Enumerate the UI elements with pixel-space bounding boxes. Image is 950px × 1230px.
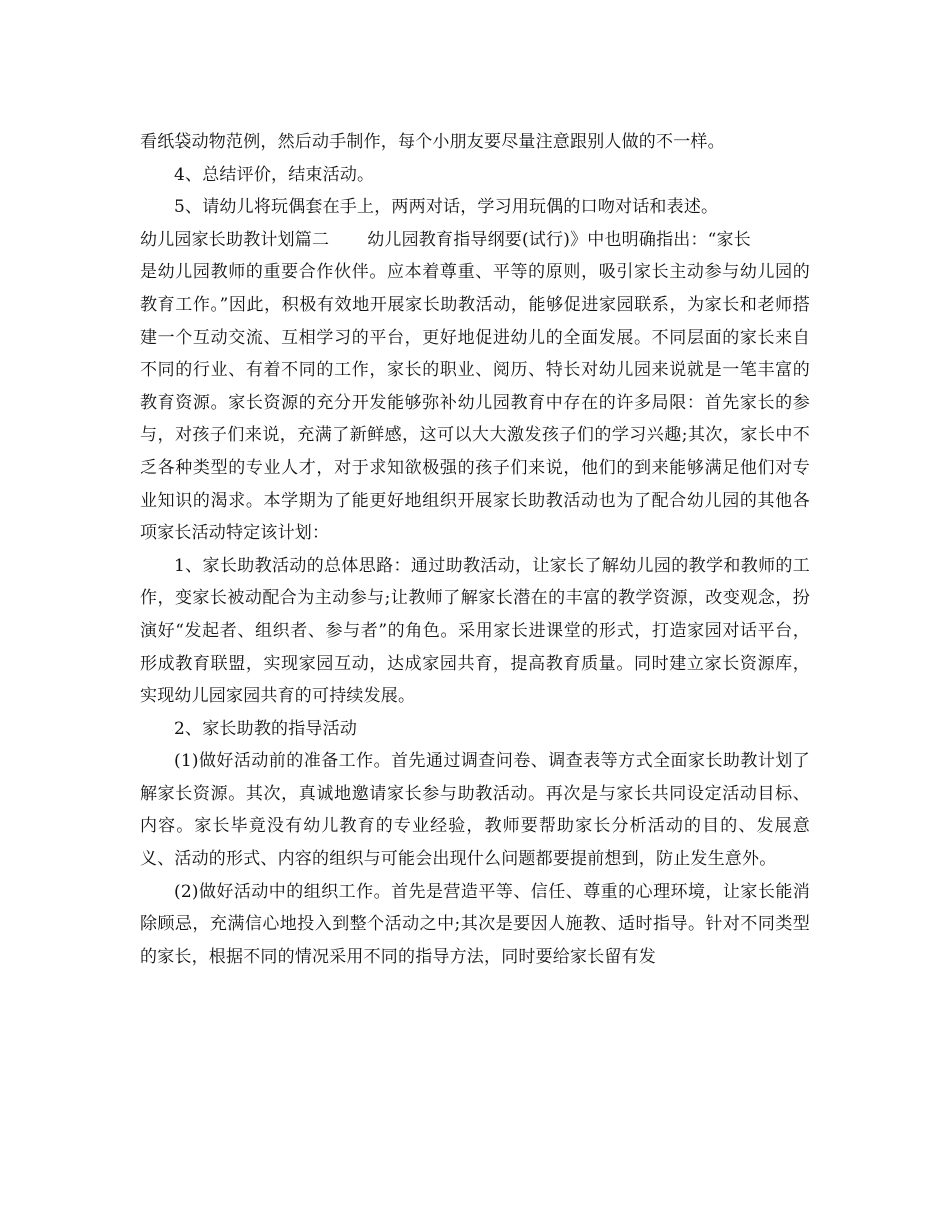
section-heading-line xyxy=(140,224,810,257)
document-body xyxy=(140,126,810,973)
section-title: 幼儿园家长助教计划篇二 xyxy=(140,229,330,250)
paragraph-continuation: 看纸袋动物范例，然后动手制作，每个小朋友要尽量注意跟别人做的不一样。 xyxy=(140,132,725,152)
paragraph-step-4: 4、总结评价，结束活动。 xyxy=(174,164,375,185)
section-title-followup: 幼儿园教育指导纲要(试行)》中也明确指出：“家长 xyxy=(367,229,751,250)
paragraph-overall-approach: 1、家长助教活动的总体思路：通过助教活动，让家长了解幼儿园的教学和教师的工作，变家长被动配合为主动参与;让教师了解家长潜在的丰富的教学资源，改变观念，扮演好“发起者、组织者、参与者”的角色。采用家长进课堂的形式，打造家园对话平台，形成教育联盟，实现家园互动，达成家园共育，提高教育质量。同时建立家长资源库，实现幼儿园家园共育的可持续发展。 xyxy=(140,555,810,707)
paragraph-guidance-heading: 2、家长助教的指导活动 xyxy=(174,718,358,739)
paragraph-organization: (2)做好活动中的组织工作。首先是营造平等、信任、尊重的心理环境，让家长能消除顾忌，充满信心地投入到整个活动之中;其次是要因人施教、适时指导。针对不同类型的家长，根据不同的情况采用不同的指导方法，同时要给家长留有发 xyxy=(140,881,810,967)
paragraph-preparation: (1)做好活动前的准备工作。首先通过调查问卷、调查表等方式全面家长助教计划了解家长资源。其次，真诚地邀请家长参与助教活动。再次是与家长共同设定活动目标、内容。家长毕竟没有幼儿教育的专业经验，教师要帮助家长分析活动的目的、发展意义、活动的形式、内容的组织与可能会出现什么问题都要提前想到，防止发生意外。 xyxy=(140,751,810,870)
paragraph-step-5: 5、请幼儿将玩偶套在手上，两两对话，学习用玩偶的口吻对话和表述。 xyxy=(174,197,719,218)
paragraph-intro: 是幼儿园教师的重要合作伙伴。应本着尊重、平等的原则，吸引家长主动参与幼儿园的教育工作。”因此，积极有效地开展家长助教活动，能够促进家园联系，为家长和老师搭建一个互动交流、互相学习的平台，更好地促进幼儿的全面发展。不同层面的家长来自不同的行业、有着不同的工作，家长的职业、阅历、特长对幼儿园来说就是一笔丰富的教育资源。家长资源的充分开发能够弥补幼儿园教育中存在的许多局限：首先家长的参与，对孩子们来说，充满了新鲜感，这可以大大激发孩子们的学习兴趣;其次，家长中不乏各种类型的专业人才，对于求知欲极强的孩子们来说，他们的到来能够满足他们对专业知识的渴求。本学期为了能更好地组织开展家长助教活动也为了配合幼儿园的其他各项家长活动特定该计划： xyxy=(140,262,810,544)
